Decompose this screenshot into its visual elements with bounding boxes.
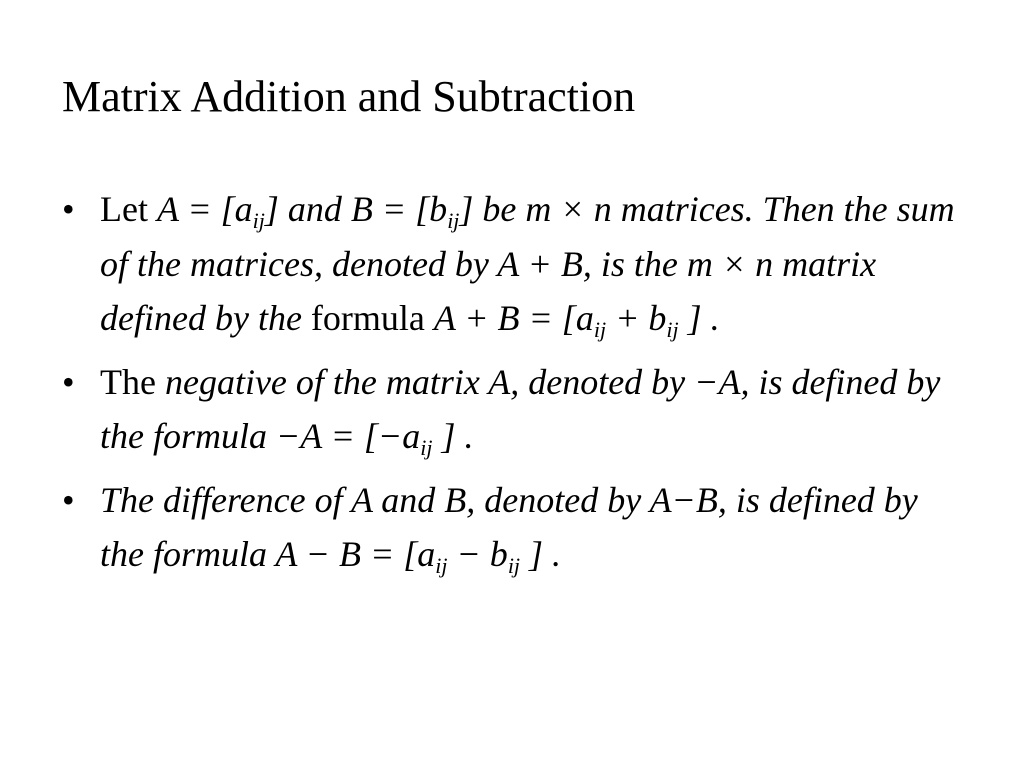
bullet-item-sum xyxy=(62,182,967,346)
math-text: ] . xyxy=(432,416,474,456)
plain-text: The xyxy=(100,361,165,402)
math-text: A = [a xyxy=(156,189,253,229)
plain-text: Let xyxy=(100,189,157,229)
math-text: A + B = [a xyxy=(433,298,594,338)
math-text: The difference of A and B, denoted by A−B, is defined by the formula A − B = [a xyxy=(100,479,918,574)
bullet-item-negative xyxy=(62,355,967,464)
subscript: ij xyxy=(252,208,265,233)
plain-text: formula xyxy=(310,298,434,338)
bullet-marker: • xyxy=(62,479,75,520)
bullet-list xyxy=(62,182,967,591)
subscript: ij xyxy=(507,553,521,578)
math-text: ] and B = [b xyxy=(264,189,448,229)
math-text: ] . xyxy=(678,298,720,338)
math-text: negative of the matrix A, denoted by −A, is defined by the formula −A = [−a xyxy=(100,361,941,456)
bullet-marker: • xyxy=(62,361,75,402)
subscript: ij xyxy=(435,553,448,578)
bullet-item-difference xyxy=(62,473,967,582)
slide-title: Matrix Addition and Subtraction xyxy=(62,72,636,121)
math-text: ] . xyxy=(520,534,562,574)
math-text: ] be m × n matrices. Then the sum of the matrices, denoted by A + B, is the m × n matrix defined by the xyxy=(100,189,955,338)
subscript: ij xyxy=(593,317,607,342)
bullet-marker: • xyxy=(62,189,75,229)
math-text: − b xyxy=(447,534,508,574)
subscript: ij xyxy=(420,435,433,460)
math-text: + b xyxy=(606,298,667,338)
subscript: ij xyxy=(666,317,679,342)
subscript: ij xyxy=(447,208,460,233)
